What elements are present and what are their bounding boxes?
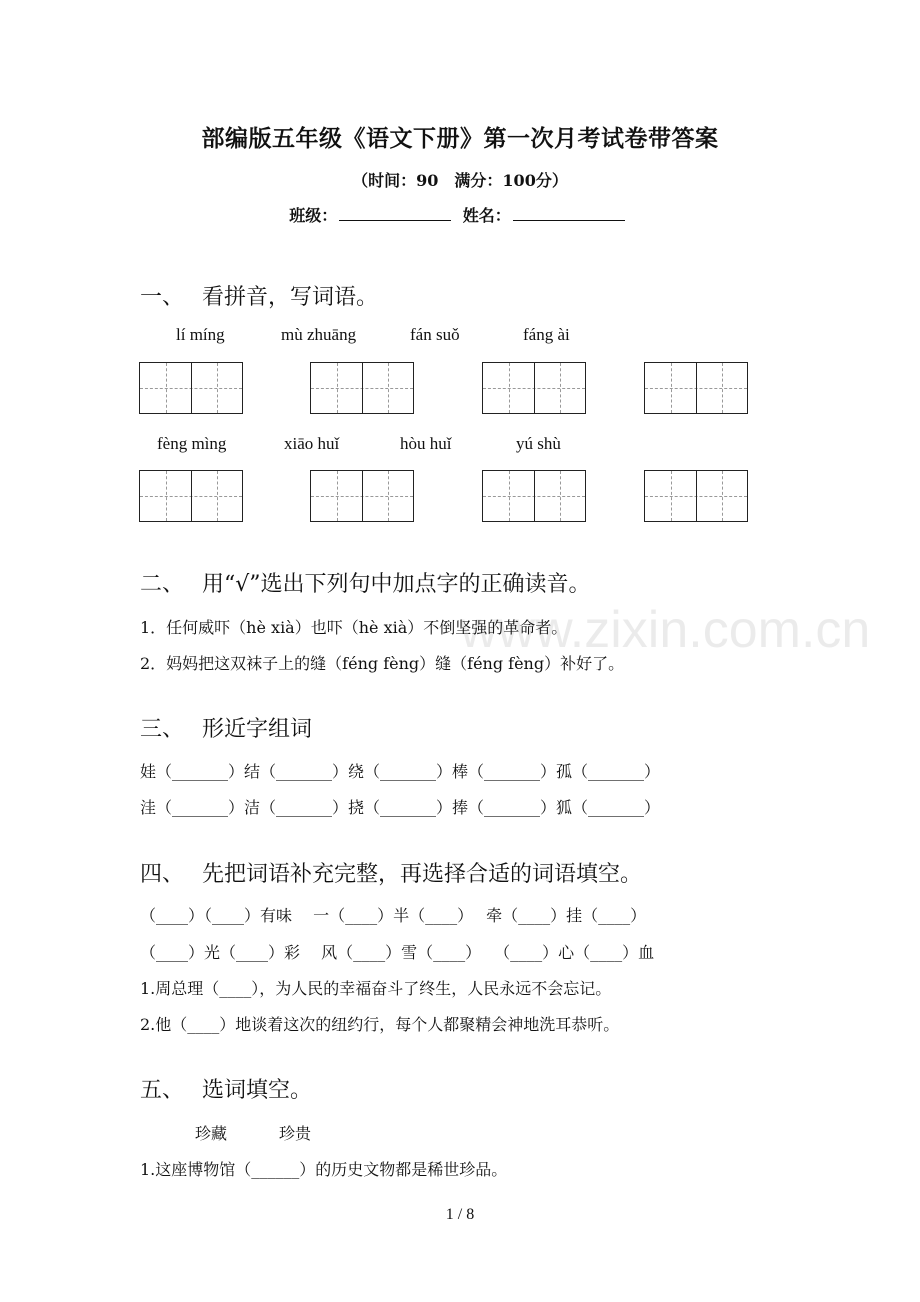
section-3-heading	[140, 712, 312, 743]
section-5-number: 五、	[140, 1078, 185, 1103]
document-title: 部编版五年级《语文下册》第一次月考试卷带答案	[201, 125, 719, 152]
s3-row-1: 娃（_______）结（_______）绕（_______）棒（_______）孤（_______）	[140, 762, 661, 781]
s5-question-1: 1.这座博物馆（______）的历史文物都是稀世珍品。	[140, 1160, 508, 1179]
section-2-number: 二、	[140, 572, 185, 597]
pinyin-3: fán suǒ	[410, 325, 460, 344]
section-4-title: 先把词语补充完整，再选择合适的词语填空。	[202, 862, 643, 887]
pinyin-8: yú shù	[516, 434, 561, 453]
writing-grid-2[interactable]	[310, 362, 414, 414]
section-4-heading	[140, 857, 642, 888]
pinyin-5: fèng mìng	[157, 434, 227, 453]
writing-grid-8[interactable]	[644, 470, 748, 522]
exam-info: （时间：90 满分：100分）	[352, 171, 568, 190]
section-1-title: 看拼音，写词语。	[202, 285, 379, 310]
s2-question-1: 1．任何威吓（hè xià）也吓（hè xià）不倒坚强的革命者。	[140, 618, 568, 637]
page-number: 1 / 8	[445, 1206, 475, 1223]
pinyin-4: fáng ài	[523, 325, 570, 344]
class-label: 班级：	[289, 206, 338, 225]
s2-question-2: 2．妈妈把这双袜子上的缝（féng fèng）缝（féng fèng）补好了。	[140, 654, 625, 673]
section-5-title: 选词填空。	[202, 1078, 313, 1103]
s4-row-1: （____）（____）有味 一（____）半（____） 牵（____）挂（____）	[140, 906, 647, 925]
section-3-number: 三、	[140, 717, 185, 742]
word-choice-2: 珍贵	[279, 1124, 312, 1143]
s4-question-1: 1.周总理（____），为人民的幸福奋斗了终生，人民永远不会忘记。	[140, 979, 612, 998]
pinyin-6: xiāo huǐ	[284, 434, 340, 453]
s4-row-2: （____）光（____）彩 风（____）雪（____） （____）心（____）血	[140, 943, 655, 962]
pinyin-2: mù zhuāng	[281, 325, 357, 344]
word-choice-1: 珍藏	[195, 1124, 228, 1143]
writing-grid-1[interactable]	[139, 362, 243, 414]
section-5-heading	[140, 1073, 312, 1104]
section-1-number: 一、	[140, 285, 185, 310]
s4-question-2: 2.他（____）地谈着这次的纽约行，每个人都聚精会神地洗耳恭听。	[140, 1015, 620, 1034]
section-1-heading	[140, 280, 378, 311]
writing-grid-7[interactable]	[482, 470, 586, 522]
writing-grid-3[interactable]	[482, 362, 586, 414]
name-blank[interactable]	[513, 206, 625, 221]
s3-row-2: 洼（_______）洁（_______）挠（_______）捧（_______）狐（_______）	[140, 798, 661, 817]
section-3-title: 形近字组词	[202, 717, 313, 742]
writing-grid-6[interactable]	[310, 470, 414, 522]
writing-grid-4[interactable]	[644, 362, 748, 414]
class-blank[interactable]	[339, 206, 451, 221]
watermark: www.zixin.com.cn	[460, 601, 871, 659]
section-2-heading	[140, 567, 591, 598]
pinyin-7: hòu huǐ	[400, 434, 452, 453]
section-2-title: 用“√”选出下列句中加点字的正确读音。	[202, 572, 591, 597]
name-label: 姓名：	[462, 206, 511, 225]
student-info-line	[0, 203, 920, 226]
section-4-number: 四、	[140, 862, 185, 887]
pinyin-1: lí míng	[176, 325, 225, 344]
writing-grid-5[interactable]	[139, 470, 243, 522]
